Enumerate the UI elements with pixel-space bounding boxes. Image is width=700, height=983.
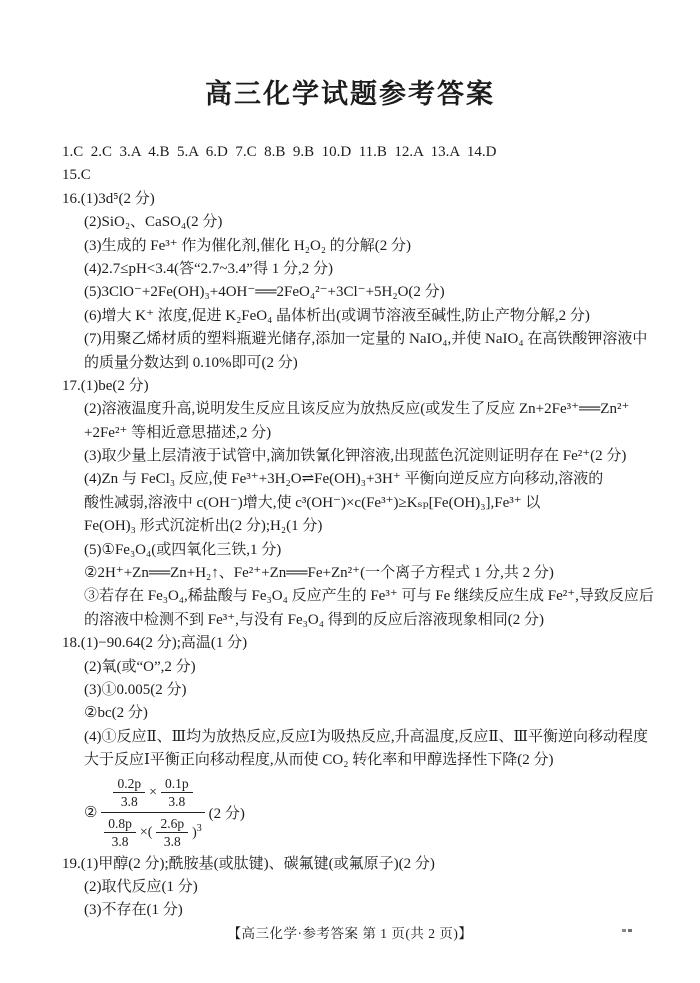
answer-line: 15.C	[62, 167, 91, 184]
fraction-expression	[62, 773, 670, 853]
answer-line: (6)增大 K⁺ 浓度,促进 K₂FeO₄ 晶体析出(或调节溶液至碱性,防止产物分解,2 分)	[84, 307, 590, 324]
answers-body	[0, 141, 700, 923]
answer-line: +2Fe²⁺ 等相近意思描述,2 分)	[84, 424, 272, 441]
fraction-item-label: ②	[84, 805, 98, 822]
answer-line: 大于反应Ⅰ平衡正向移动程度,从而使 CO₂ 转化率和甲醇选择性下降(2 分)	[84, 752, 554, 769]
close-paren: )$^3$	[192, 823, 202, 841]
answer-line: (4)①反应Ⅱ、Ⅲ均为放热反应,反应Ⅰ为吸热反应,升高温度,反应Ⅱ、Ⅲ平衡逆向移动程度	[84, 728, 648, 745]
answer-line: ②bc(2 分)	[84, 705, 148, 722]
multiply-sign: ×	[149, 784, 157, 800]
page-footer: 【高三化学·参考答案 第 1 页(共 2 页)】	[227, 926, 473, 941]
small-fraction	[113, 776, 145, 809]
fraction-value: 3.8	[111, 834, 129, 850]
answer-line: (3)生成的 Fe³⁺ 作为催化剂,催化 H₂O₂ 的分解(2 分)	[84, 237, 412, 254]
small-fraction	[161, 776, 193, 809]
answer-line: 18.(1)−90.64(2 分);高温(1 分)	[62, 635, 248, 652]
answer-line: (5)①Fe₃O₄(或四氧化三铁,1 分)	[84, 541, 282, 558]
fraction-value: 0.2p	[113, 776, 145, 793]
answer-line: (2)取代反应(1 分)	[84, 878, 198, 895]
answer-line: (2)溶液温度升高,说明发生反应且该反应为放热反应(或发生了反应 Zn+2Fe³⁺══Zn²⁺	[84, 401, 630, 418]
score-note: (2 分)	[208, 806, 245, 823]
fraction-value: 3.8	[168, 794, 186, 810]
fraction-value: 2.6p	[156, 816, 188, 833]
answer-line: (5)3ClO⁻+2Fe(OH)₃+4OH⁻══2FeO₄²⁻+3Cl⁻+5H₂O(2 分)	[84, 284, 445, 301]
small-fraction	[156, 816, 188, 849]
answer-line: 16.(1)3d⁵(2 分)	[62, 190, 155, 207]
exponent: 3	[196, 823, 202, 835]
fraction-value: 3.8	[163, 834, 181, 850]
fraction-value: 0.8p	[104, 816, 136, 833]
answer-line: 的溶液中检测不到 Fe³⁺,与没有 Fe₃O₄ 得到的反应后溶液现象相同(2 分)	[84, 611, 544, 628]
fraction-value: 3.8	[120, 794, 138, 810]
answer-line-mc: 1.C 2.C 3.A 4.B 5.A 6.D 7.C 8.B 9.B 10.D 11.B 12.A 13.A 14.D	[62, 144, 497, 160]
answer-line: ③若存在 Fe₃O₄,稀盐酸与 Fe₃O₄ 反应产生的 Fe³⁺ 可与 Fe 继续反应生成 Fe²⁺,导致反应后	[84, 588, 654, 605]
answer-line: (2)氧(或“O”,2 分)	[84, 658, 196, 675]
fraction-numerator	[101, 776, 204, 813]
answer-line: (3)①0.005(2 分)	[84, 681, 187, 698]
answer-line: (4)2.7≤pH<3.4(答“2.7~3.4”得 1 分,2 分)	[84, 260, 333, 277]
fraction-value: 0.1p	[161, 776, 193, 793]
answer-line: 19.(1)甲醇(2 分);酰胺基(或肽键)、碳氟键(或氟原子)(2 分)	[62, 855, 435, 872]
answer-line: 酸性减弱,溶液中 c(OH⁻)增大,使 c³(OH⁻)×c(Fe³⁺)≥Kₛₚ[Fe(OH)₃],Fe³⁺ 以	[84, 494, 541, 511]
answer-line: (3)取少量上层清液于试管中,滴加铁氰化钾溶液,出现蓝色沉淀则证明存在 Fe²⁺(2 分)	[84, 448, 627, 465]
scan-smudge-artifact	[622, 929, 635, 932]
answer-line: ②2H⁺+Zn══Zn+H₂↑、Fe²⁺+Zn══Fe+Zn²⁺(一个离子方程式 1 分,共 2 分)	[84, 565, 554, 582]
fraction-denominator	[102, 813, 203, 849]
answer-line: 17.(1)be(2 分)	[62, 377, 149, 394]
small-fraction	[104, 816, 136, 849]
answer-line: 的质量分数达到 0.10%即可(2 分)	[84, 354, 298, 371]
answer-line: (7)用聚乙烯材质的塑料瓶避光储存,添加一定量的 NaIO₄,并使 NaIO₄ 在高铁酸钾溶液中	[84, 331, 648, 348]
page-title: 高三化学试题参考答案	[205, 79, 495, 109]
answer-line: Fe(OH)₃ 形式沉淀析出(2 分);H₂(1 分)	[84, 518, 323, 535]
answer-line: (4)Zn 与 FeCl₃ 反应,使 Fe³⁺+3H₂O⇌Fe(OH)₃+3H⁺ 平衡向逆反应方向移动,溶液的	[84, 471, 604, 488]
big-fraction	[101, 776, 204, 849]
multiply-open-paren: ×(	[139, 824, 153, 840]
answer-line: (3)不存在(1 分)	[84, 902, 183, 919]
answer-line: (2)SiO₂、CaSO₄(2 分)	[84, 214, 223, 231]
